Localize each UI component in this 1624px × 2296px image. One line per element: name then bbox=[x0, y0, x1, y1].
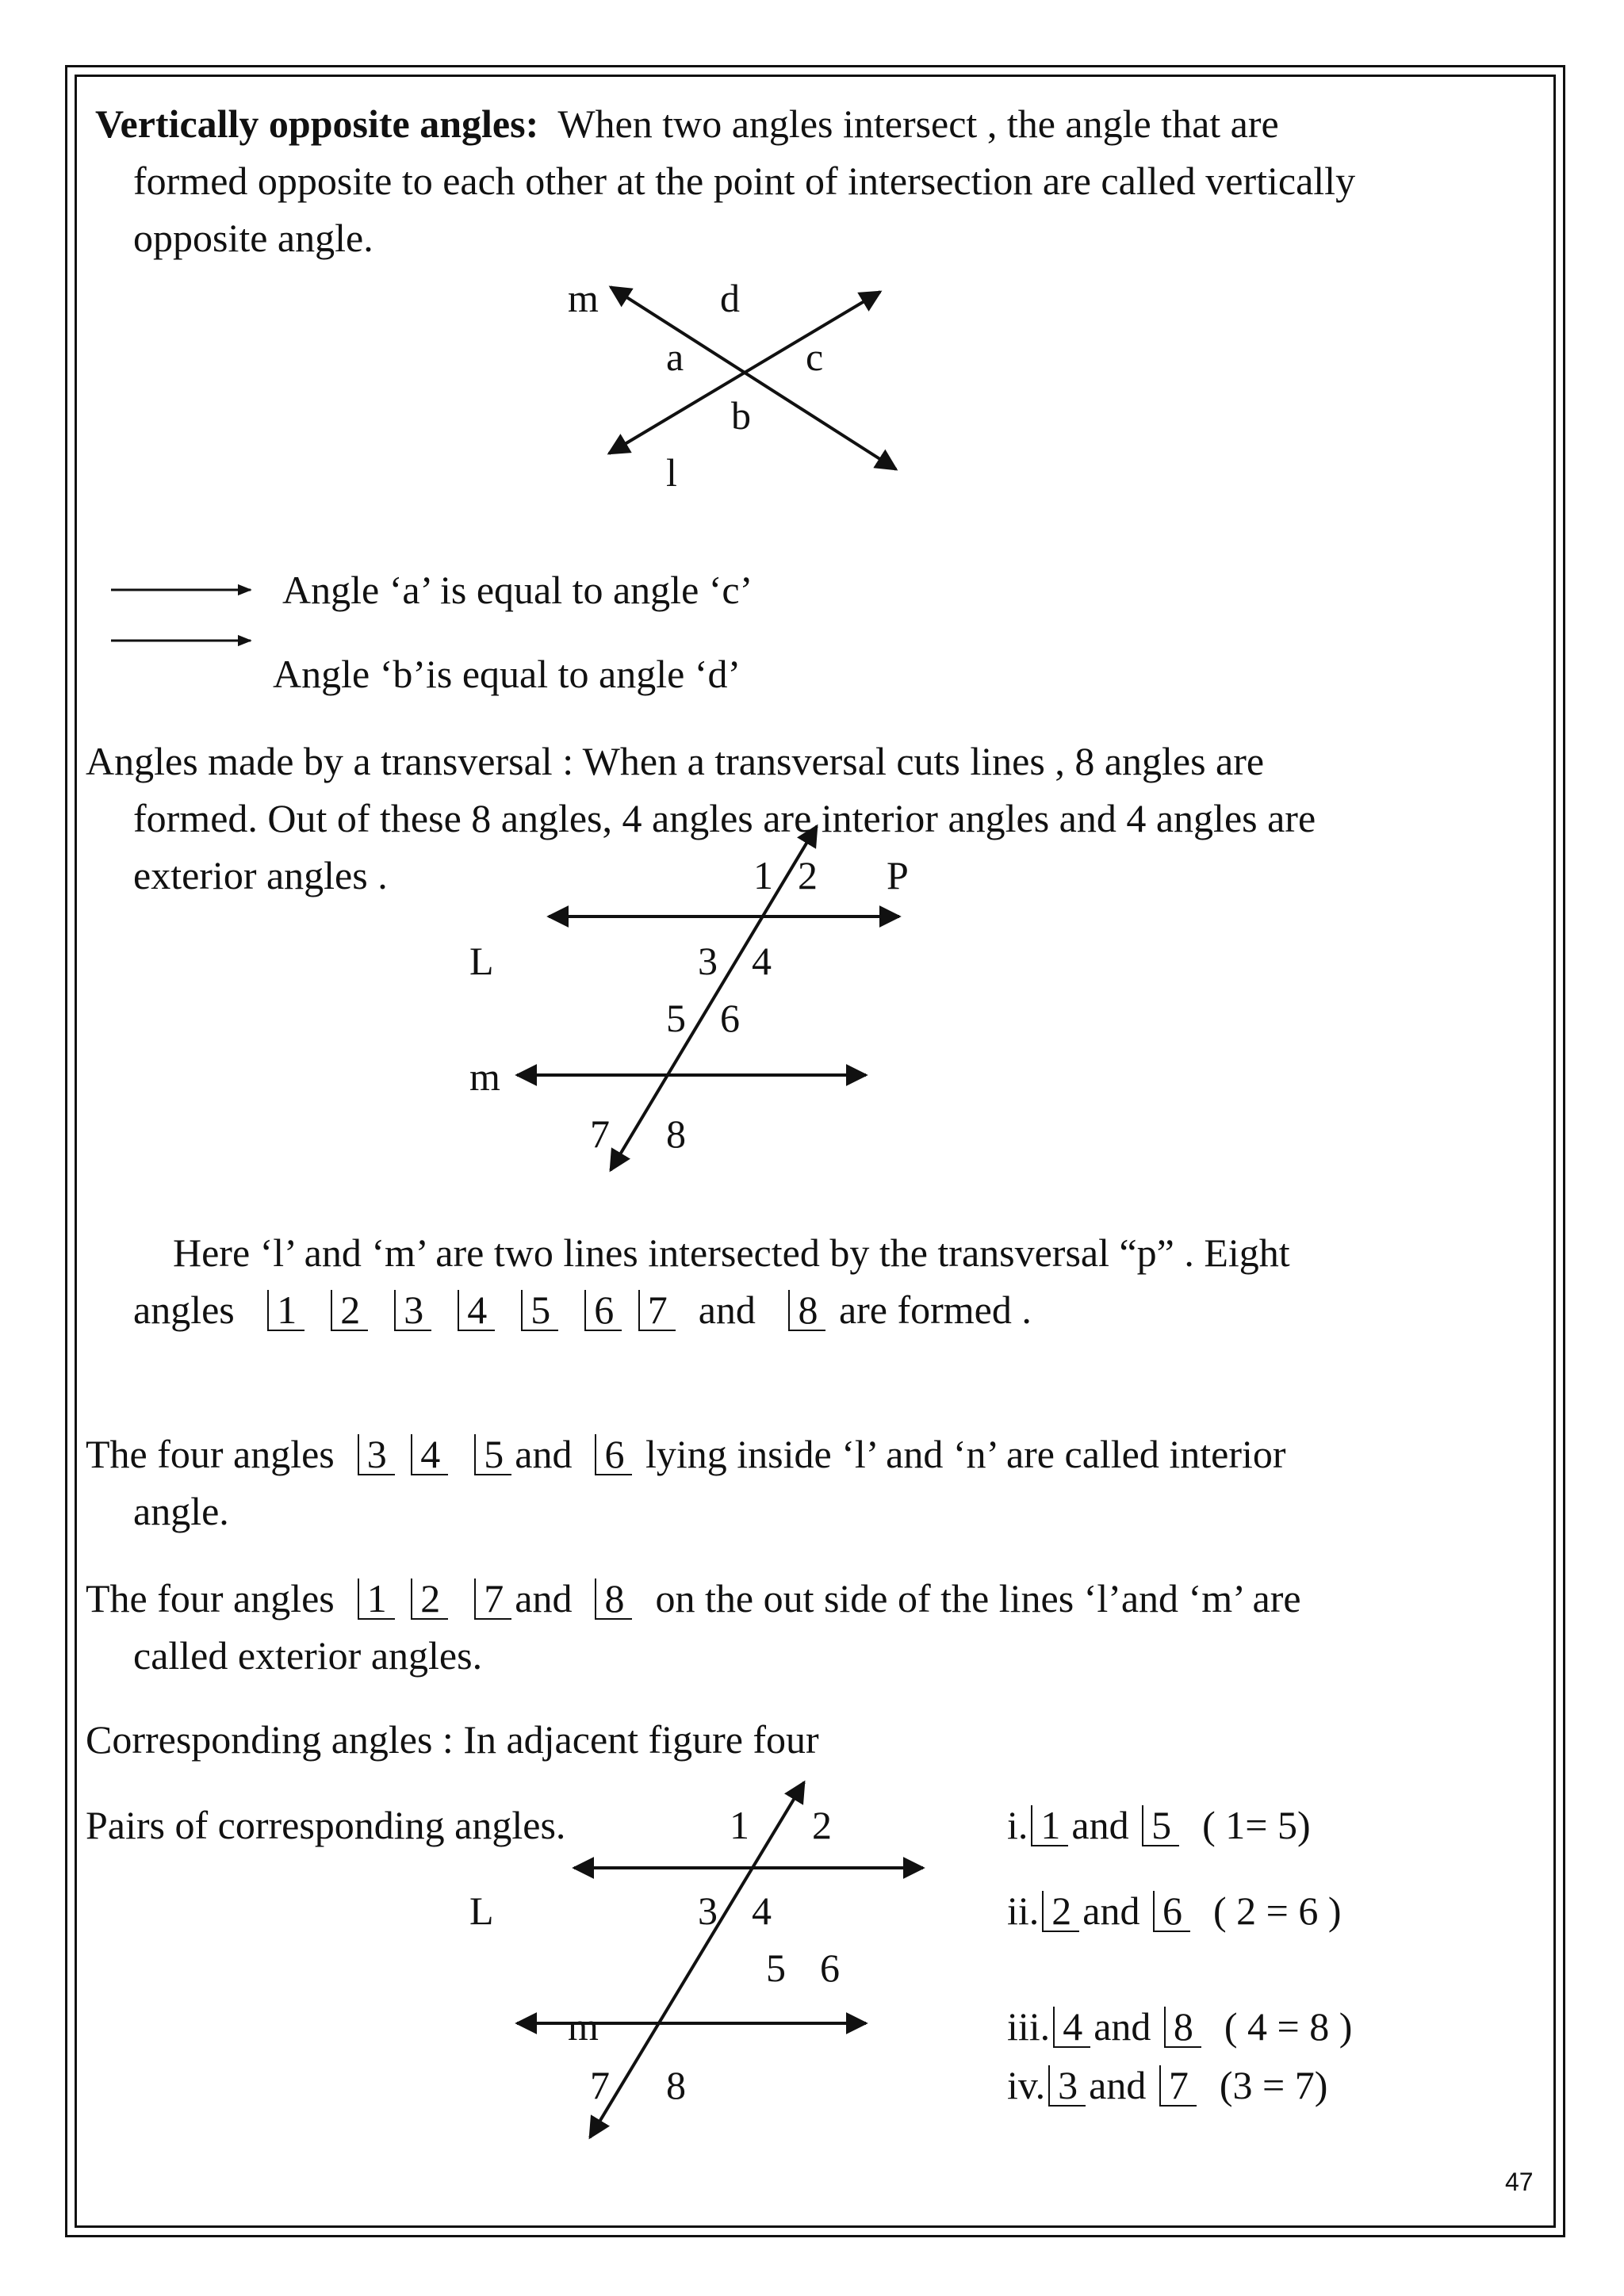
angle-symbol: 6 bbox=[584, 1290, 622, 1331]
tail-text: are formed . bbox=[838, 1288, 1032, 1332]
angle-symbol: 3 bbox=[394, 1290, 431, 1331]
angle-symbol: 2 bbox=[411, 1578, 448, 1620]
para-vertically-opposite-line2: formed opposite to each other at the point of intersection are called vertically bbox=[133, 159, 1356, 203]
para-vertically-opposite-line3: opposite angle. bbox=[133, 216, 373, 260]
pair-equation: ( 1= 5) bbox=[1202, 1803, 1311, 1847]
text-span: When two angles intersect , the angle that are bbox=[557, 101, 1279, 146]
fig2-label-m: m bbox=[469, 1054, 500, 1099]
fig2-label-1: 1 bbox=[753, 853, 773, 897]
and-word: and bbox=[1082, 1888, 1140, 1933]
fig1-label-c: c bbox=[806, 335, 824, 379]
fig1-label-b: b bbox=[731, 393, 751, 438]
fig2-label-4: 4 bbox=[752, 939, 772, 983]
and-word: and bbox=[1089, 2063, 1147, 2107]
fig1-label-l: l bbox=[666, 450, 677, 495]
angle-symbol: 2 bbox=[331, 1290, 368, 1331]
angle-symbol: 7 bbox=[1159, 2065, 1197, 2107]
and-word: and bbox=[1071, 1803, 1129, 1847]
angles-word: angles bbox=[133, 1288, 235, 1332]
and-word: and bbox=[698, 1288, 756, 1332]
fig2-label-2: 2 bbox=[798, 853, 818, 897]
and-word: and bbox=[1094, 2004, 1151, 2049]
angle-symbol: 4 bbox=[1053, 2007, 1090, 2048]
fig2-label-6: 6 bbox=[720, 996, 740, 1040]
fig3-label-2: 2 bbox=[812, 1803, 832, 1847]
fig3-label-5: 5 bbox=[766, 1946, 786, 1990]
pair-number: iv. bbox=[1007, 2063, 1046, 2107]
para-transversal-line2: formed. Out of these 8 angles, 4 angles are interior angles and 4 angles are bbox=[133, 796, 1316, 840]
para-exterior-line2: called exterior angles. bbox=[133, 1633, 483, 1678]
angle-symbol: 3 bbox=[1048, 2065, 1086, 2107]
intro-text: The four angles bbox=[86, 1576, 335, 1621]
angle-symbol: 6 bbox=[595, 1434, 632, 1475]
fig2-label-P: P bbox=[887, 853, 909, 897]
angle-symbol: 1 bbox=[267, 1290, 304, 1331]
fig3-label-L: L bbox=[469, 1888, 494, 1933]
angle-symbol: 4 bbox=[458, 1290, 495, 1331]
pair-equation: ( 4 = 8 ) bbox=[1224, 2004, 1353, 2049]
para-here-line1: Here ‘l’ and ‘m’ are two lines intersected by the transversal “p” . Eight bbox=[173, 1230, 1290, 1275]
pair-number: i. bbox=[1007, 1803, 1028, 1847]
angle-symbol: 1 bbox=[358, 1578, 395, 1620]
heading-vertically-opposite: Vertically opposite angles: bbox=[95, 101, 539, 146]
fig1-line-1 bbox=[611, 287, 896, 469]
para-corresponding-line2: Pairs of corresponding angles. bbox=[86, 1803, 566, 1847]
fig3-label-6: 6 bbox=[820, 1946, 840, 1990]
tail-text: lying inside ‘l’ and ‘n’ are called interior bbox=[645, 1432, 1286, 1476]
angle-symbol: 1 bbox=[1031, 1805, 1068, 1846]
para-interior-line2: angle. bbox=[133, 1489, 229, 1533]
pair-item bbox=[1007, 2061, 1327, 2109]
fig1-label-a: a bbox=[666, 335, 684, 379]
fig2-label-L: L bbox=[469, 939, 494, 983]
fig2-label-8: 8 bbox=[666, 1112, 686, 1156]
angle-symbol: 7 bbox=[638, 1290, 676, 1331]
fig3-label-m: m bbox=[568, 2004, 599, 2049]
and-word: and bbox=[515, 1576, 573, 1621]
angle-symbol: 8 bbox=[1164, 2007, 1201, 2048]
pair-item bbox=[1007, 2003, 1352, 2050]
fig3-label-1: 1 bbox=[730, 1803, 749, 1847]
angle-symbol: 6 bbox=[1153, 1891, 1190, 1932]
pair-item bbox=[1007, 1801, 1311, 1849]
angle-symbol: 7 bbox=[474, 1578, 511, 1620]
pair-equation: ( 2 = 6 ) bbox=[1213, 1888, 1342, 1933]
and-word: and bbox=[515, 1432, 573, 1476]
pair-number: iii. bbox=[1007, 2004, 1051, 2049]
fig3-label-4: 4 bbox=[752, 1888, 772, 1933]
angle-symbol: 8 bbox=[788, 1290, 825, 1331]
fig1-label-m: m bbox=[568, 276, 599, 320]
angle-symbol: 5 bbox=[474, 1434, 511, 1475]
angle-symbol: 5 bbox=[521, 1290, 558, 1331]
fig1-label-d: d bbox=[720, 276, 740, 320]
para-interior-line1 bbox=[86, 1430, 1286, 1478]
angle-symbol: 2 bbox=[1042, 1891, 1079, 1932]
fig3-label-7: 7 bbox=[590, 2063, 610, 2107]
pair-item bbox=[1007, 1887, 1342, 1934]
para-transversal-line1: Angles made by a transversal : When a transversal cuts lines , 8 angles are bbox=[86, 739, 1265, 783]
page-number: 47 bbox=[1505, 2168, 1534, 2196]
para-corresponding-line1: Corresponding angles : In adjacent figure four bbox=[86, 1717, 819, 1762]
para-exterior-line1 bbox=[86, 1575, 1301, 1622]
para-transversal-line3: exterior angles . bbox=[133, 853, 388, 897]
fig3-label-8: 8 bbox=[666, 2063, 686, 2107]
pair-equation: (3 = 7) bbox=[1219, 2063, 1328, 2107]
note-angle-b-d: Angle ‘b’is equal to angle ‘d’ bbox=[273, 652, 741, 696]
note-angle-a-c: Angle ‘a’ is equal to angle ‘c’ bbox=[282, 568, 753, 612]
fig2-label-3: 3 bbox=[698, 939, 718, 983]
angle-symbol: 8 bbox=[595, 1578, 632, 1620]
para-here-line2 bbox=[133, 1286, 1032, 1334]
fig2-label-7: 7 bbox=[590, 1112, 610, 1156]
fig2-label-5: 5 bbox=[666, 996, 686, 1040]
angle-symbol: 5 bbox=[1142, 1805, 1179, 1846]
fig2-transversal bbox=[611, 826, 817, 1170]
intro-text: The four angles bbox=[86, 1432, 335, 1476]
angle-symbol: 4 bbox=[411, 1434, 448, 1475]
fig3-label-3: 3 bbox=[698, 1888, 718, 1933]
pair-number: ii. bbox=[1007, 1888, 1040, 1933]
tail-text: on the out side of the lines ‘l’and ‘m’ are bbox=[655, 1576, 1301, 1621]
angle-symbol: 3 bbox=[358, 1434, 395, 1475]
